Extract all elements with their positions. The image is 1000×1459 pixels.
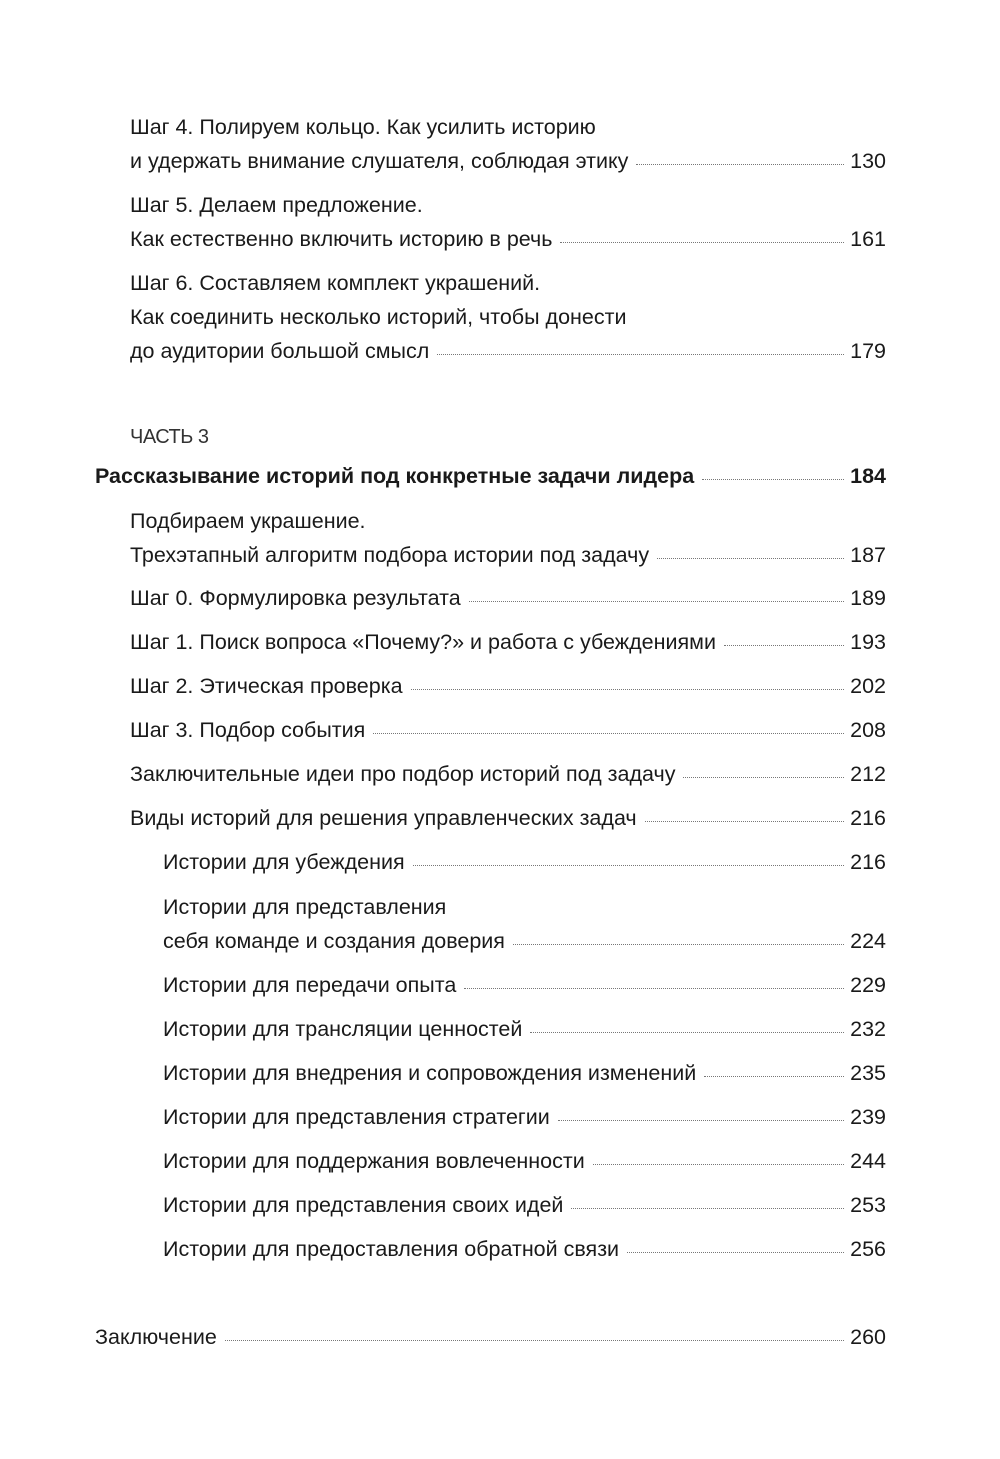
- toc-entry-title: Шаг 2. Этическая проверка: [130, 674, 403, 698]
- toc-entry-title: Заключительные идеи про подбор историй под задачу: [130, 762, 676, 786]
- dot-leader: [704, 1076, 844, 1077]
- toc-entry-line: [163, 1056, 886, 1090]
- dot-leader: [571, 1208, 844, 1209]
- toc-entry[interactable]: [163, 968, 886, 1002]
- page-number: 208: [850, 718, 886, 742]
- dot-leader: [413, 865, 845, 866]
- dot-leader: [593, 1164, 844, 1165]
- toc-entry[interactable]: [130, 625, 886, 659]
- dot-leader: [645, 821, 844, 822]
- toc-entry-title: Истории для представления своих идей: [163, 1193, 564, 1217]
- toc-entry[interactable]: [163, 1012, 886, 1046]
- toc-entry-title: Истории для предоставления обратной связи: [163, 1237, 620, 1261]
- toc-entry-line: [130, 144, 886, 178]
- toc-entry[interactable]: [130, 757, 886, 791]
- dot-leader: [530, 1032, 844, 1033]
- toc-entry-line: [163, 924, 886, 958]
- toc-entry[interactable]: [163, 1144, 886, 1178]
- dot-leader: [373, 733, 844, 734]
- toc-entry-title: Истории для поддержания вовлеченности: [163, 1149, 585, 1173]
- dot-leader: [513, 944, 844, 945]
- toc-entry-title: и удержать внимание слушателя, соблюдая этику: [130, 149, 629, 173]
- toc-entry-line: Шаг 6. Составляем комплект украшений.: [130, 271, 541, 295]
- toc-entry-line: Шаг 5. Делаем предложение.: [130, 193, 423, 217]
- toc-entry-line: [163, 968, 886, 1002]
- toc-entry-title: Истории для убеждения: [163, 850, 405, 874]
- page-number: 260: [850, 1325, 886, 1349]
- toc-entry[interactable]: [130, 504, 886, 572]
- toc-entry-line: [130, 669, 886, 703]
- toc-entry-title: Трехэтапный алгоритм подбора истории под задачу: [130, 543, 650, 567]
- page-number: 232: [850, 1017, 886, 1041]
- page-number: 202: [850, 674, 886, 698]
- toc-entry-line: [130, 713, 886, 747]
- toc-entry-title: Истории для передачи опыта: [163, 973, 457, 997]
- dot-leader: [636, 164, 844, 165]
- page-number: 189: [850, 586, 886, 610]
- toc-entry[interactable]: [130, 801, 886, 835]
- toc-entry-line: [130, 222, 886, 256]
- toc-entry-title: Шаг 1. Поиск вопроса «Почему?» и работа с убеждениями: [130, 630, 716, 654]
- toc-entry-title: Заключение: [95, 1325, 217, 1349]
- toc-entry-title: Рассказывание историй под конкретные задачи лидера: [95, 464, 695, 488]
- toc-entry-line: [130, 625, 886, 659]
- page-number: 216: [850, 806, 886, 830]
- dot-leader: [560, 242, 844, 243]
- toc-entry-line: [163, 1144, 886, 1178]
- page-number: 193: [850, 630, 886, 654]
- toc-entry-title: Истории для представления стратегии: [163, 1105, 550, 1129]
- page-number: 212: [850, 762, 886, 786]
- toc-entry[interactable]: [163, 1100, 886, 1134]
- toc-entry-title: Виды историй для решения управленческих задач: [130, 806, 637, 830]
- toc-entry-title: Шаг 3. Подбор события: [130, 718, 366, 742]
- toc-entry[interactable]: [130, 581, 886, 615]
- dot-leader: [464, 988, 844, 989]
- dot-leader: [225, 1340, 844, 1341]
- dot-leader: [437, 354, 844, 355]
- toc-entry-line: [163, 1232, 886, 1266]
- part-label: ЧАСТЬ 3: [130, 426, 209, 448]
- toc-entry-line: [163, 845, 886, 879]
- toc-entry[interactable]: [95, 1320, 886, 1354]
- dot-leader: [724, 645, 844, 646]
- toc-entry[interactable]: [130, 110, 886, 178]
- toc-entry-line: Шаг 4. Полируем кольцо. Как усилить историю: [130, 115, 596, 139]
- page-number: 239: [850, 1105, 886, 1129]
- toc-entry-line: [95, 459, 886, 493]
- toc-entry-line: [130, 581, 886, 615]
- toc-entry-title: Шаг 0. Формулировка результата: [130, 586, 461, 610]
- page-number: 187: [850, 543, 886, 567]
- dot-leader: [683, 777, 844, 778]
- toc-entry[interactable]: [163, 890, 886, 958]
- toc-entry[interactable]: [95, 459, 886, 493]
- toc-entry-title: Истории для трансляции ценностей: [163, 1017, 523, 1041]
- page-number: 229: [850, 973, 886, 997]
- toc-entry-title: до аудитории большой смысл: [130, 339, 430, 363]
- toc-entry-line: [130, 334, 886, 368]
- dot-leader: [657, 558, 844, 559]
- dot-leader: [627, 1252, 844, 1253]
- toc-entry-title: себя команде и создания доверия: [163, 929, 505, 953]
- toc-entry-title: Как естественно включить историю в речь: [130, 227, 553, 251]
- toc-entry[interactable]: [130, 713, 886, 747]
- page-number: 161: [850, 227, 886, 251]
- dot-leader: [702, 479, 844, 480]
- toc-entry-line: Как соединить несколько историй, чтобы донести: [130, 305, 627, 329]
- toc-entry[interactable]: [163, 1056, 886, 1090]
- toc-entry-line: [130, 757, 886, 791]
- page-number: 179: [850, 339, 886, 363]
- toc-entry-title: Истории для внедрения и сопровождения изменений: [163, 1061, 697, 1085]
- page-number: 253: [850, 1193, 886, 1217]
- toc-entry-line: [95, 1320, 886, 1354]
- page-number: 216: [850, 850, 886, 874]
- toc-entry[interactable]: [163, 845, 886, 879]
- toc-entry[interactable]: [130, 669, 886, 703]
- page-number: 184: [850, 464, 886, 488]
- dot-leader: [558, 1120, 844, 1121]
- toc-entry-line: [163, 1188, 886, 1222]
- toc-entry-line: Истории для представления: [163, 895, 447, 919]
- toc-entry[interactable]: [130, 266, 886, 368]
- page-number: 130: [850, 149, 886, 173]
- toc-entry[interactable]: [163, 1232, 886, 1266]
- dot-leader: [469, 601, 844, 602]
- page-number: 256: [850, 1237, 886, 1261]
- toc-entry-line: [163, 1100, 886, 1134]
- page-number: 244: [850, 1149, 886, 1173]
- toc-entry-line: [130, 801, 886, 835]
- toc-entry[interactable]: [163, 1188, 886, 1222]
- page-number: 235: [850, 1061, 886, 1085]
- toc-entry-line: Подбираем украшение.: [130, 509, 366, 533]
- page-number: 224: [850, 929, 886, 953]
- toc-entry-line: [130, 538, 886, 572]
- dot-leader: [411, 689, 845, 690]
- toc-entry[interactable]: [130, 188, 886, 256]
- toc-entry-line: [163, 1012, 886, 1046]
